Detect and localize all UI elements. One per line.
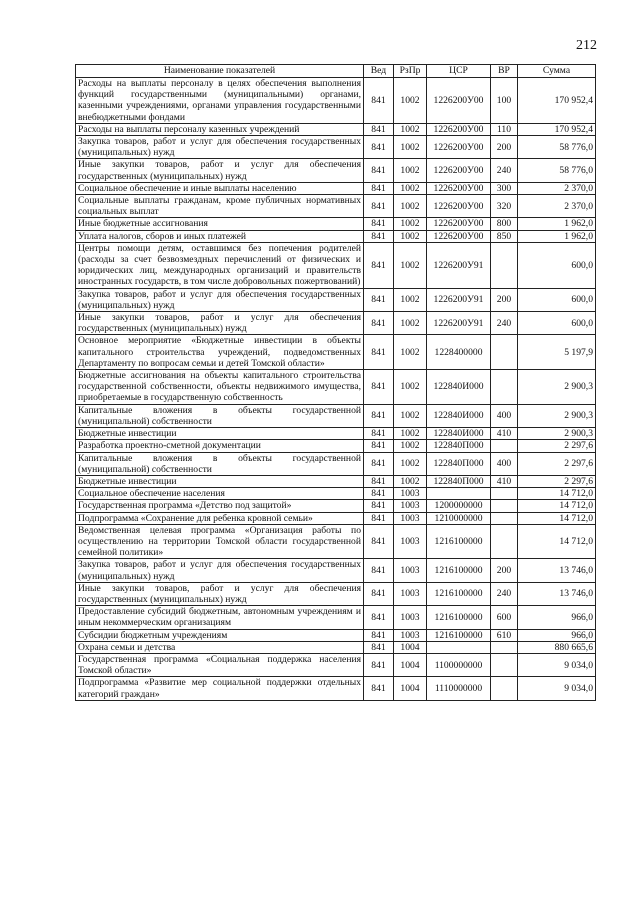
cell-name: Центры помощи детям, оставшимся без попечения родителей (расходы за счет безвозмездных перечислений от физических и юридических лиц, международных организаций и правительств иностранных государств, в том числе добровольных пожертвований): [76, 242, 364, 288]
budget-table: [75, 64, 596, 701]
cell-name: Закупка товаров, работ и услуг для обеспечения государственных (муниципальных) нужд: [76, 559, 364, 582]
cell-ved: 841: [364, 428, 394, 440]
cell-ved: 841: [364, 641, 394, 653]
header-sum: Сумма: [518, 65, 596, 78]
cell-sum: 14 712,0: [518, 524, 596, 559]
cell-name: Социальное обеспечение и иные выплаты населению: [76, 182, 364, 194]
table-row: [76, 606, 596, 629]
cell-sum: 13 746,0: [518, 582, 596, 605]
cell-csr: 1228400000: [427, 335, 491, 370]
cell-rzpr: 1004: [394, 641, 427, 653]
cell-name: Ведомственная целевая программа «Организация работы по осуществлению на территории Томской области государственной семейной политики»: [76, 524, 364, 559]
cell-rzpr: 1002: [394, 312, 427, 335]
cell-ved: 841: [364, 195, 394, 218]
cell-rzpr: 1002: [394, 335, 427, 370]
table-row: [76, 370, 596, 405]
header-csr: ЦСР: [427, 65, 491, 78]
cell-vr: [491, 488, 518, 500]
table-row: [76, 242, 596, 288]
cell-ved: 841: [364, 582, 394, 605]
cell-csr: 1210000000: [427, 512, 491, 524]
cell-csr: 1226200У00: [427, 136, 491, 159]
cell-vr: 200: [491, 136, 518, 159]
cell-name: Предоставление субсидий бюджетным, автономным учреждениям и иным некоммерческим организациям: [76, 606, 364, 629]
cell-vr: 100: [491, 78, 518, 124]
table-row: [76, 440, 596, 452]
cell-name: Капитальные вложения в объекты государственной (муниципальной) собственности: [76, 452, 364, 475]
table-row: [76, 335, 596, 370]
table-row: [76, 230, 596, 242]
cell-sum: 1 962,0: [518, 230, 596, 242]
cell-sum: 9 034,0: [518, 677, 596, 700]
cell-sum: 600,0: [518, 288, 596, 311]
cell-rzpr: 1002: [394, 159, 427, 182]
cell-sum: 14 712,0: [518, 512, 596, 524]
cell-csr: 122840П000: [427, 475, 491, 487]
page-number: 212: [576, 38, 597, 53]
cell-vr: 400: [491, 404, 518, 427]
table-row: [76, 78, 596, 124]
cell-rzpr: 1002: [394, 136, 427, 159]
table-row: [76, 404, 596, 427]
cell-name: Социальное обеспечение населения: [76, 488, 364, 500]
table-row: [76, 629, 596, 641]
table-row: [76, 488, 596, 500]
header-rzpr: РзПр: [394, 65, 427, 78]
table-row: [76, 452, 596, 475]
cell-sum: 966,0: [518, 606, 596, 629]
cell-name: Закупка товаров, работ и услуг для обеспечения государственных (муниципальных) нужд: [76, 136, 364, 159]
cell-vr: 800: [491, 218, 518, 230]
cell-rzpr: 1002: [394, 288, 427, 311]
cell-csr: 1110000000: [427, 677, 491, 700]
cell-ved: 841: [364, 559, 394, 582]
cell-sum: 2 370,0: [518, 182, 596, 194]
cell-csr: 1226200У00: [427, 78, 491, 124]
cell-vr: 610: [491, 629, 518, 641]
cell-vr: [491, 641, 518, 653]
cell-ved: 841: [364, 653, 394, 676]
cell-sum: 966,0: [518, 629, 596, 641]
cell-name: Субсидии бюджетным учреждениям: [76, 629, 364, 641]
cell-name: Государственная программа «Социальная поддержка населения Томской области»: [76, 653, 364, 676]
cell-csr: 1226200У00: [427, 218, 491, 230]
table-row: [76, 475, 596, 487]
cell-name: Основное мероприятие «Бюджетные инвестиции в объекты капитального строительства учреждений, подведомственных Департаменту по вопросам семьи и детей Томской области»: [76, 335, 364, 370]
cell-vr: [491, 370, 518, 405]
cell-csr: 122840И000: [427, 428, 491, 440]
cell-csr: 1216100000: [427, 629, 491, 641]
cell-ved: 841: [364, 440, 394, 452]
cell-csr: 122840П000: [427, 440, 491, 452]
cell-sum: 170 952,4: [518, 78, 596, 124]
cell-name: Уплата налогов, сборов и иных платежей: [76, 230, 364, 242]
cell-sum: 58 776,0: [518, 136, 596, 159]
table-row: [76, 195, 596, 218]
cell-name: Подпрограмма «Развитие мер социальной поддержки отдельных категорий граждан»: [76, 677, 364, 700]
cell-csr: 1226200У00: [427, 230, 491, 242]
cell-csr: 122840П000: [427, 452, 491, 475]
cell-name: Бюджетные ассигнования на объекты капитального строительства государственной собственности, объекты недвижимого имущества, приобретаемые в государственную собственность: [76, 370, 364, 405]
cell-name: Иные закупки товаров, работ и услуг для обеспечения государственных (муниципальных) нужд: [76, 582, 364, 605]
cell-ved: 841: [364, 159, 394, 182]
cell-csr: 1200000000: [427, 500, 491, 512]
cell-rzpr: 1003: [394, 582, 427, 605]
cell-sum: 14 712,0: [518, 500, 596, 512]
cell-rzpr: 1002: [394, 218, 427, 230]
cell-ved: 841: [364, 629, 394, 641]
table-row: [76, 218, 596, 230]
cell-sum: 2 370,0: [518, 195, 596, 218]
cell-ved: 841: [364, 512, 394, 524]
cell-vr: [491, 524, 518, 559]
cell-csr: 1226200У91: [427, 288, 491, 311]
table-row: [76, 288, 596, 311]
cell-sum: 880 665,6: [518, 641, 596, 653]
cell-rzpr: 1002: [394, 78, 427, 124]
cell-ved: 841: [364, 475, 394, 487]
cell-sum: 2 297,6: [518, 440, 596, 452]
table-row: [76, 428, 596, 440]
cell-vr: [491, 242, 518, 288]
cell-sum: 5 197,9: [518, 335, 596, 370]
cell-csr: 1216100000: [427, 559, 491, 582]
cell-csr: [427, 488, 491, 500]
table-row: [76, 182, 596, 194]
cell-vr: 240: [491, 312, 518, 335]
table-row: [76, 653, 596, 676]
cell-ved: 841: [364, 524, 394, 559]
cell-sum: 13 746,0: [518, 559, 596, 582]
cell-vr: [491, 335, 518, 370]
cell-sum: 600,0: [518, 312, 596, 335]
cell-name: Закупка товаров, работ и услуг для обеспечения государственных (муниципальных) нужд: [76, 288, 364, 311]
cell-sum: 2 900,3: [518, 428, 596, 440]
table-row: [76, 136, 596, 159]
cell-ved: 841: [364, 136, 394, 159]
cell-csr: 122840И000: [427, 404, 491, 427]
cell-ved: 841: [364, 230, 394, 242]
cell-ved: 841: [364, 404, 394, 427]
cell-ved: 841: [364, 78, 394, 124]
cell-csr: 1216100000: [427, 582, 491, 605]
cell-name: Иные закупки товаров, работ и услуг для обеспечения государственных (муниципальных) нужд: [76, 159, 364, 182]
cell-name: Расходы на выплаты персоналу в целях обеспечения выполнения функций государственными (муниципальными) органами, казенными учреждениями, органами управления государственными внебюджетными фондами: [76, 78, 364, 124]
cell-rzpr: 1003: [394, 559, 427, 582]
cell-rzpr: 1002: [394, 475, 427, 487]
cell-vr: 200: [491, 559, 518, 582]
cell-ved: 841: [364, 370, 394, 405]
cell-sum: 1 962,0: [518, 218, 596, 230]
cell-rzpr: 1004: [394, 677, 427, 700]
header-vr: ВР: [491, 65, 518, 78]
cell-name: Охрана семьи и детства: [76, 641, 364, 653]
cell-ved: 841: [364, 312, 394, 335]
cell-csr: 1226200У00: [427, 182, 491, 194]
cell-vr: 240: [491, 159, 518, 182]
header-name: Наименование показателей: [76, 65, 364, 78]
cell-sum: 2 900,3: [518, 404, 596, 427]
cell-name: Бюджетные инвестиции: [76, 475, 364, 487]
table-row: [76, 123, 596, 135]
cell-rzpr: 1003: [394, 500, 427, 512]
cell-name: Разработка проектно-сметной документации: [76, 440, 364, 452]
cell-sum: 2 900,3: [518, 370, 596, 405]
cell-sum: 14 712,0: [518, 488, 596, 500]
cell-vr: 320: [491, 195, 518, 218]
cell-sum: 58 776,0: [518, 159, 596, 182]
table-body: [76, 78, 596, 701]
cell-vr: 200: [491, 288, 518, 311]
cell-vr: 600: [491, 606, 518, 629]
cell-vr: 300: [491, 182, 518, 194]
cell-ved: 841: [364, 218, 394, 230]
cell-ved: 841: [364, 182, 394, 194]
cell-csr: 122840И000: [427, 370, 491, 405]
table-row: [76, 582, 596, 605]
header-ved: Вед: [364, 65, 394, 78]
cell-csr: 1226200У91: [427, 242, 491, 288]
cell-rzpr: 1003: [394, 512, 427, 524]
cell-csr: 1226200У91: [427, 312, 491, 335]
cell-vr: 110: [491, 123, 518, 135]
cell-ved: 841: [364, 488, 394, 500]
table-row: [76, 159, 596, 182]
cell-ved: 841: [364, 123, 394, 135]
cell-ved: 841: [364, 335, 394, 370]
cell-rzpr: 1004: [394, 653, 427, 676]
cell-ved: 841: [364, 242, 394, 288]
cell-csr: 1216100000: [427, 524, 491, 559]
cell-vr: [491, 653, 518, 676]
cell-name: Расходы на выплаты персоналу казенных учреждений: [76, 123, 364, 135]
cell-rzpr: 1002: [394, 428, 427, 440]
cell-sum: 2 297,6: [518, 475, 596, 487]
cell-rzpr: 1002: [394, 230, 427, 242]
table-row: [76, 559, 596, 582]
cell-vr: [491, 500, 518, 512]
cell-csr: 1100000000: [427, 653, 491, 676]
cell-rzpr: 1002: [394, 452, 427, 475]
cell-ved: 841: [364, 452, 394, 475]
table-row: [76, 312, 596, 335]
table-header-row: [76, 65, 596, 78]
cell-csr: 1226200У00: [427, 159, 491, 182]
cell-ved: 841: [364, 677, 394, 700]
cell-rzpr: 1003: [394, 606, 427, 629]
cell-name: Государственная программа «Детство под защитой»: [76, 500, 364, 512]
cell-name: Иные закупки товаров, работ и услуг для обеспечения государственных (муниципальных) нужд: [76, 312, 364, 335]
cell-rzpr: 1002: [394, 182, 427, 194]
cell-sum: 600,0: [518, 242, 596, 288]
cell-rzpr: 1002: [394, 370, 427, 405]
cell-csr: 1226200У00: [427, 123, 491, 135]
cell-rzpr: 1003: [394, 524, 427, 559]
cell-rzpr: 1002: [394, 404, 427, 427]
cell-sum: 170 952,4: [518, 123, 596, 135]
cell-ved: 841: [364, 606, 394, 629]
cell-sum: 9 034,0: [518, 653, 596, 676]
table-row: [76, 677, 596, 700]
table-row: [76, 512, 596, 524]
table-row: [76, 524, 596, 559]
cell-vr: 410: [491, 428, 518, 440]
cell-vr: 400: [491, 452, 518, 475]
cell-ved: 841: [364, 500, 394, 512]
cell-rzpr: 1003: [394, 629, 427, 641]
cell-csr: 1226200У00: [427, 195, 491, 218]
cell-csr: 1216100000: [427, 606, 491, 629]
cell-name: Подпрограмма «Сохранение для ребенка кровной семьи»: [76, 512, 364, 524]
cell-name: Бюджетные инвестиции: [76, 428, 364, 440]
table-row: [76, 641, 596, 653]
cell-rzpr: 1003: [394, 488, 427, 500]
cell-vr: 850: [491, 230, 518, 242]
cell-rzpr: 1002: [394, 440, 427, 452]
cell-vr: 240: [491, 582, 518, 605]
cell-sum: 2 297,6: [518, 452, 596, 475]
cell-vr: [491, 677, 518, 700]
table-row: [76, 500, 596, 512]
cell-csr: [427, 641, 491, 653]
cell-name: Иные бюджетные ассигнования: [76, 218, 364, 230]
cell-name: Капитальные вложения в объекты государственной (муниципальной) собственности: [76, 404, 364, 427]
cell-ved: 841: [364, 288, 394, 311]
cell-vr: [491, 440, 518, 452]
cell-vr: [491, 512, 518, 524]
cell-vr: 410: [491, 475, 518, 487]
cell-rzpr: 1002: [394, 195, 427, 218]
cell-rzpr: 1002: [394, 242, 427, 288]
cell-name: Социальные выплаты гражданам, кроме публичных нормативных социальных выплат: [76, 195, 364, 218]
cell-rzpr: 1002: [394, 123, 427, 135]
